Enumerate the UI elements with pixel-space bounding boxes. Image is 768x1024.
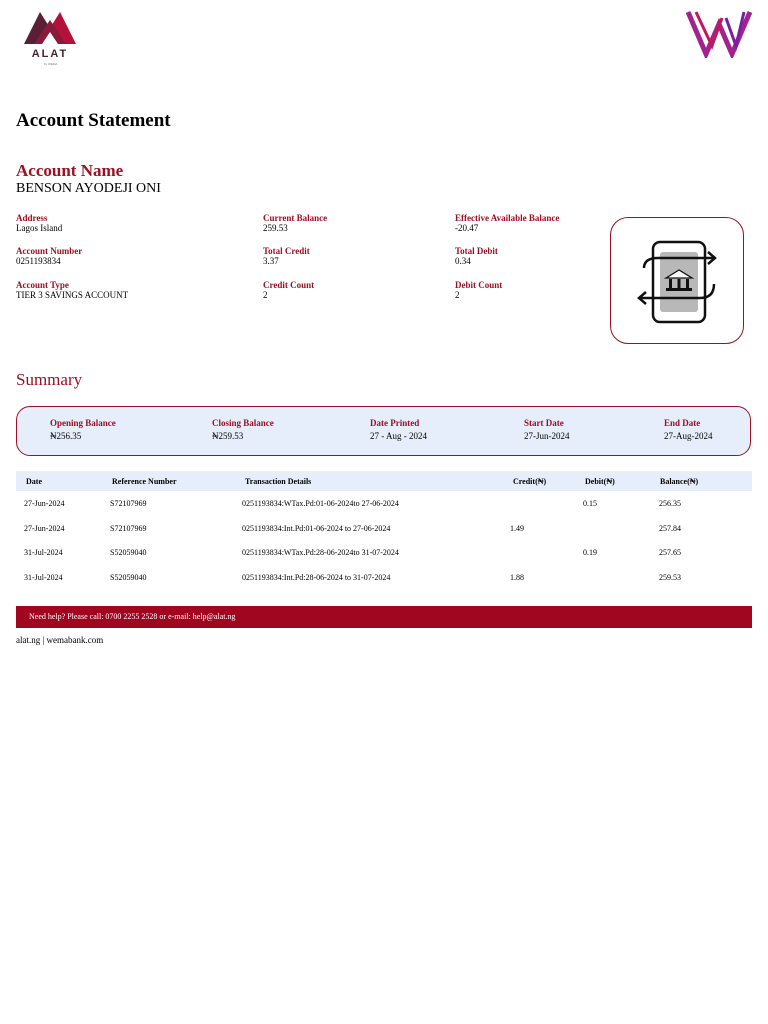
row-reference: S52059040 — [110, 573, 147, 583]
date-printed-value: 27 - Aug - 2024 — [370, 431, 427, 441]
row-reference: S72107969 — [110, 523, 147, 533]
wema-logo — [686, 10, 752, 58]
opening-balance-label: Opening Balance — [50, 418, 116, 428]
header-details: Transaction Details — [245, 476, 312, 486]
bank-transfer-icon — [636, 240, 722, 324]
header-balance: Balance(₦) — [660, 476, 699, 486]
account-name-label: Account Name — [16, 161, 124, 180]
account-type-field — [16, 280, 128, 300]
current-balance-field — [263, 213, 327, 233]
row-date: 31-Jul-2024 — [24, 573, 63, 583]
header-date: Date — [26, 476, 42, 486]
header-debit: Debit(₦) — [585, 476, 615, 486]
total-credit-label: Total Credit — [263, 246, 310, 256]
current-balance-label: Current Balance — [263, 213, 328, 223]
row-debit: 0.19 — [583, 548, 597, 558]
alat-wordmark: ALAT — [31, 48, 69, 60]
table-row — [16, 565, 752, 590]
total-debit-label: Total Debit — [455, 246, 498, 256]
address-field — [16, 213, 62, 233]
row-credit — [502, 491, 583, 516]
row-details: 0251193834:Int.Pd:28-06-2024 to 31-07-2024 — [242, 573, 391, 583]
credit-count-value: 2 — [263, 290, 268, 300]
row-reference: S72107969 — [110, 498, 147, 508]
row-credit: 1.49 — [510, 523, 524, 533]
summary-title: Summary — [16, 370, 83, 389]
credit-count-field — [263, 280, 314, 300]
account-type-label: Account Type — [16, 280, 69, 290]
row-balance: 257.65 — [659, 548, 681, 558]
closing-balance-label: Closing Balance — [212, 418, 274, 428]
row-reference: S52059040 — [110, 548, 147, 558]
total-debit-field — [455, 246, 498, 266]
footer-links: alat.ng | wemabank.com — [16, 635, 104, 645]
effective-balance-field — [455, 213, 559, 233]
account-number-value: 0251193834 — [16, 256, 61, 266]
row-date: 31-Jul-2024 — [24, 548, 63, 558]
table-header-row — [16, 471, 752, 491]
help-bar: Need help? Please call: 0700 2255 2528 or e-mail: help@alat.ng — [16, 606, 752, 628]
alat-logo — [20, 10, 80, 66]
credit-count-label: Credit Count — [263, 280, 315, 290]
header-reference: Reference Number — [112, 476, 177, 486]
effective-balance-label: Effective Available Balance — [455, 213, 560, 223]
row-debit — [583, 565, 659, 590]
end-date-label: End Date — [664, 418, 701, 428]
alat-tagline: by WEMA — [44, 62, 58, 66]
total-credit-field — [263, 246, 310, 266]
debit-count-field — [455, 280, 502, 300]
row-credit: 1.88 — [510, 573, 524, 583]
total-debit-value: 0.34 — [455, 256, 471, 266]
account-number-field — [16, 246, 82, 266]
date-printed-label: Date Printed — [370, 418, 420, 428]
address-label: Address — [16, 213, 48, 223]
account-name-value: BENSON AYODEJI ONI — [16, 181, 161, 196]
row-balance: 259.53 — [659, 573, 681, 583]
start-date-label: Start Date — [524, 418, 564, 428]
table-row — [16, 491, 752, 516]
total-credit-value: 3.37 — [263, 256, 279, 266]
row-debit — [583, 516, 659, 541]
current-balance-value: 259.53 — [263, 223, 288, 233]
account-type-value: TIER 3 SAVINGS ACCOUNT — [16, 290, 129, 300]
wema-logo-icon — [686, 10, 752, 58]
row-debit: 0.15 — [583, 498, 597, 508]
row-details: 0251193834:Int.Pd:01-06-2024 to 27-06-2024 — [242, 523, 391, 533]
transfer-illustration-card — [610, 217, 744, 344]
debit-count-value: 2 — [455, 290, 460, 300]
summary-box — [16, 406, 751, 456]
debit-count-label: Debit Count — [455, 280, 503, 290]
address-value: Lagos Island — [16, 223, 63, 233]
table-row — [16, 516, 752, 541]
table-row — [16, 541, 752, 566]
effective-balance-value: -20.47 — [455, 223, 479, 233]
start-date-value: 27-Jun-2024 — [524, 431, 570, 441]
row-balance: 257.84 — [659, 523, 681, 533]
closing-balance-value: ₦259.53 — [212, 431, 244, 441]
row-details: 0251193834:WTax.Pd:28-06-2024to 31-07-2024 — [242, 548, 399, 558]
transactions-table — [16, 471, 752, 590]
row-credit — [502, 541, 583, 566]
opening-balance-value: ₦256.35 — [50, 431, 82, 441]
row-details: 0251193834:WTax.Pd:01-06-2024to 27-06-2024 — [242, 498, 399, 508]
alat-logo-icon — [20, 10, 80, 52]
row-date: 27-Jun-2024 — [24, 523, 65, 533]
row-balance: 256.35 — [659, 498, 681, 508]
row-date: 27-Jun-2024 — [24, 498, 65, 508]
account-number-label: Account Number — [16, 246, 83, 256]
document-title: Account Statement — [16, 110, 171, 131]
header-credit: Credit(₦) — [513, 476, 547, 486]
end-date-value: 27-Aug-2024 — [664, 431, 713, 441]
